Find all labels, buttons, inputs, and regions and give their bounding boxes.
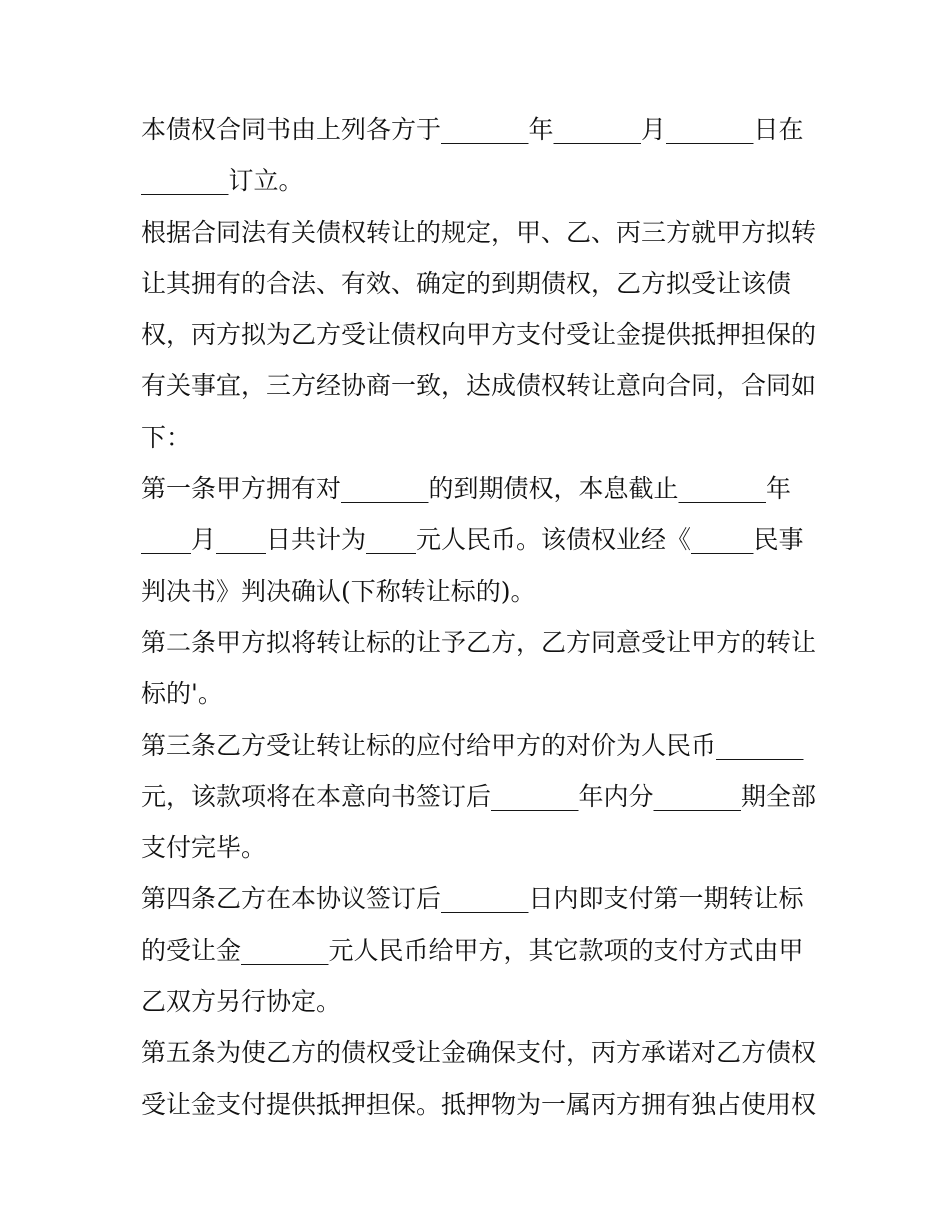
paragraph-article-2 xyxy=(141,617,821,720)
text-line: 支付完毕。 xyxy=(141,833,267,863)
text-line: 下： xyxy=(141,422,192,452)
paragraph-article-5 xyxy=(141,1027,821,1130)
paragraph-article-1 xyxy=(141,463,821,617)
text-line: 受让金支付提供抵押担保。抵押物为一属丙方拥有独占使用权 xyxy=(141,1089,817,1119)
document-body xyxy=(141,104,821,1130)
text-line: 本债权合同书由上列各方于_______年_______月_______日在 xyxy=(141,115,804,144)
paragraph-intro xyxy=(141,207,821,463)
text-line: 元，该款项将在本意向书签订后_______年内分_______期全部 xyxy=(141,781,817,811)
text-line: _______订立。 xyxy=(141,166,304,196)
text-line: 第四条乙方在本协议签订后_______日内即支付第一期转让标 xyxy=(141,884,804,914)
text-line: 第一条甲方拥有对_______的到期债权，本息截止_______年 xyxy=(141,474,792,504)
text-line: 乙双方另行协定。 xyxy=(141,987,342,1017)
text-line: 让其拥有的合法、有效、确定的到期债权，乙方拟受让该债 xyxy=(141,268,792,298)
text-line: 第二条甲方拟将转让标的让予乙方，乙方同意受让甲方的转让 xyxy=(141,627,817,657)
text-line: ____月____日共计为____元人民币。该债权业经《_____民事 xyxy=(141,525,804,555)
text-line: 判决书》判决确认(下称转让标的)。 xyxy=(141,576,536,606)
text-line: 根据合同法有关债权转让的规定，甲、乙、丙三方就甲方拟转 xyxy=(141,217,817,247)
text-line: 有关事宜，三方经协商一致，达成债权转让意向合同，合同如 xyxy=(141,371,817,401)
paragraph-article-4 xyxy=(141,873,821,1027)
text-line: 标的'。 xyxy=(141,679,223,709)
text-line: 的受让金_______元人民币给甲方，其它款项的支付方式由甲 xyxy=(141,935,804,965)
paragraph-preamble xyxy=(141,104,821,207)
paragraph-article-3 xyxy=(141,720,821,874)
text-line: 第五条为使乙方的债权受让金确保支付，丙方承诺对乙方债权 xyxy=(141,1038,817,1068)
text-line: 第三条乙方受让转让标的应付给甲方的对价为人民币_______ xyxy=(141,730,804,760)
text-line: 权，丙方拟为乙方受让债权向甲方支付受让金提供抵押担保的 xyxy=(141,320,817,350)
